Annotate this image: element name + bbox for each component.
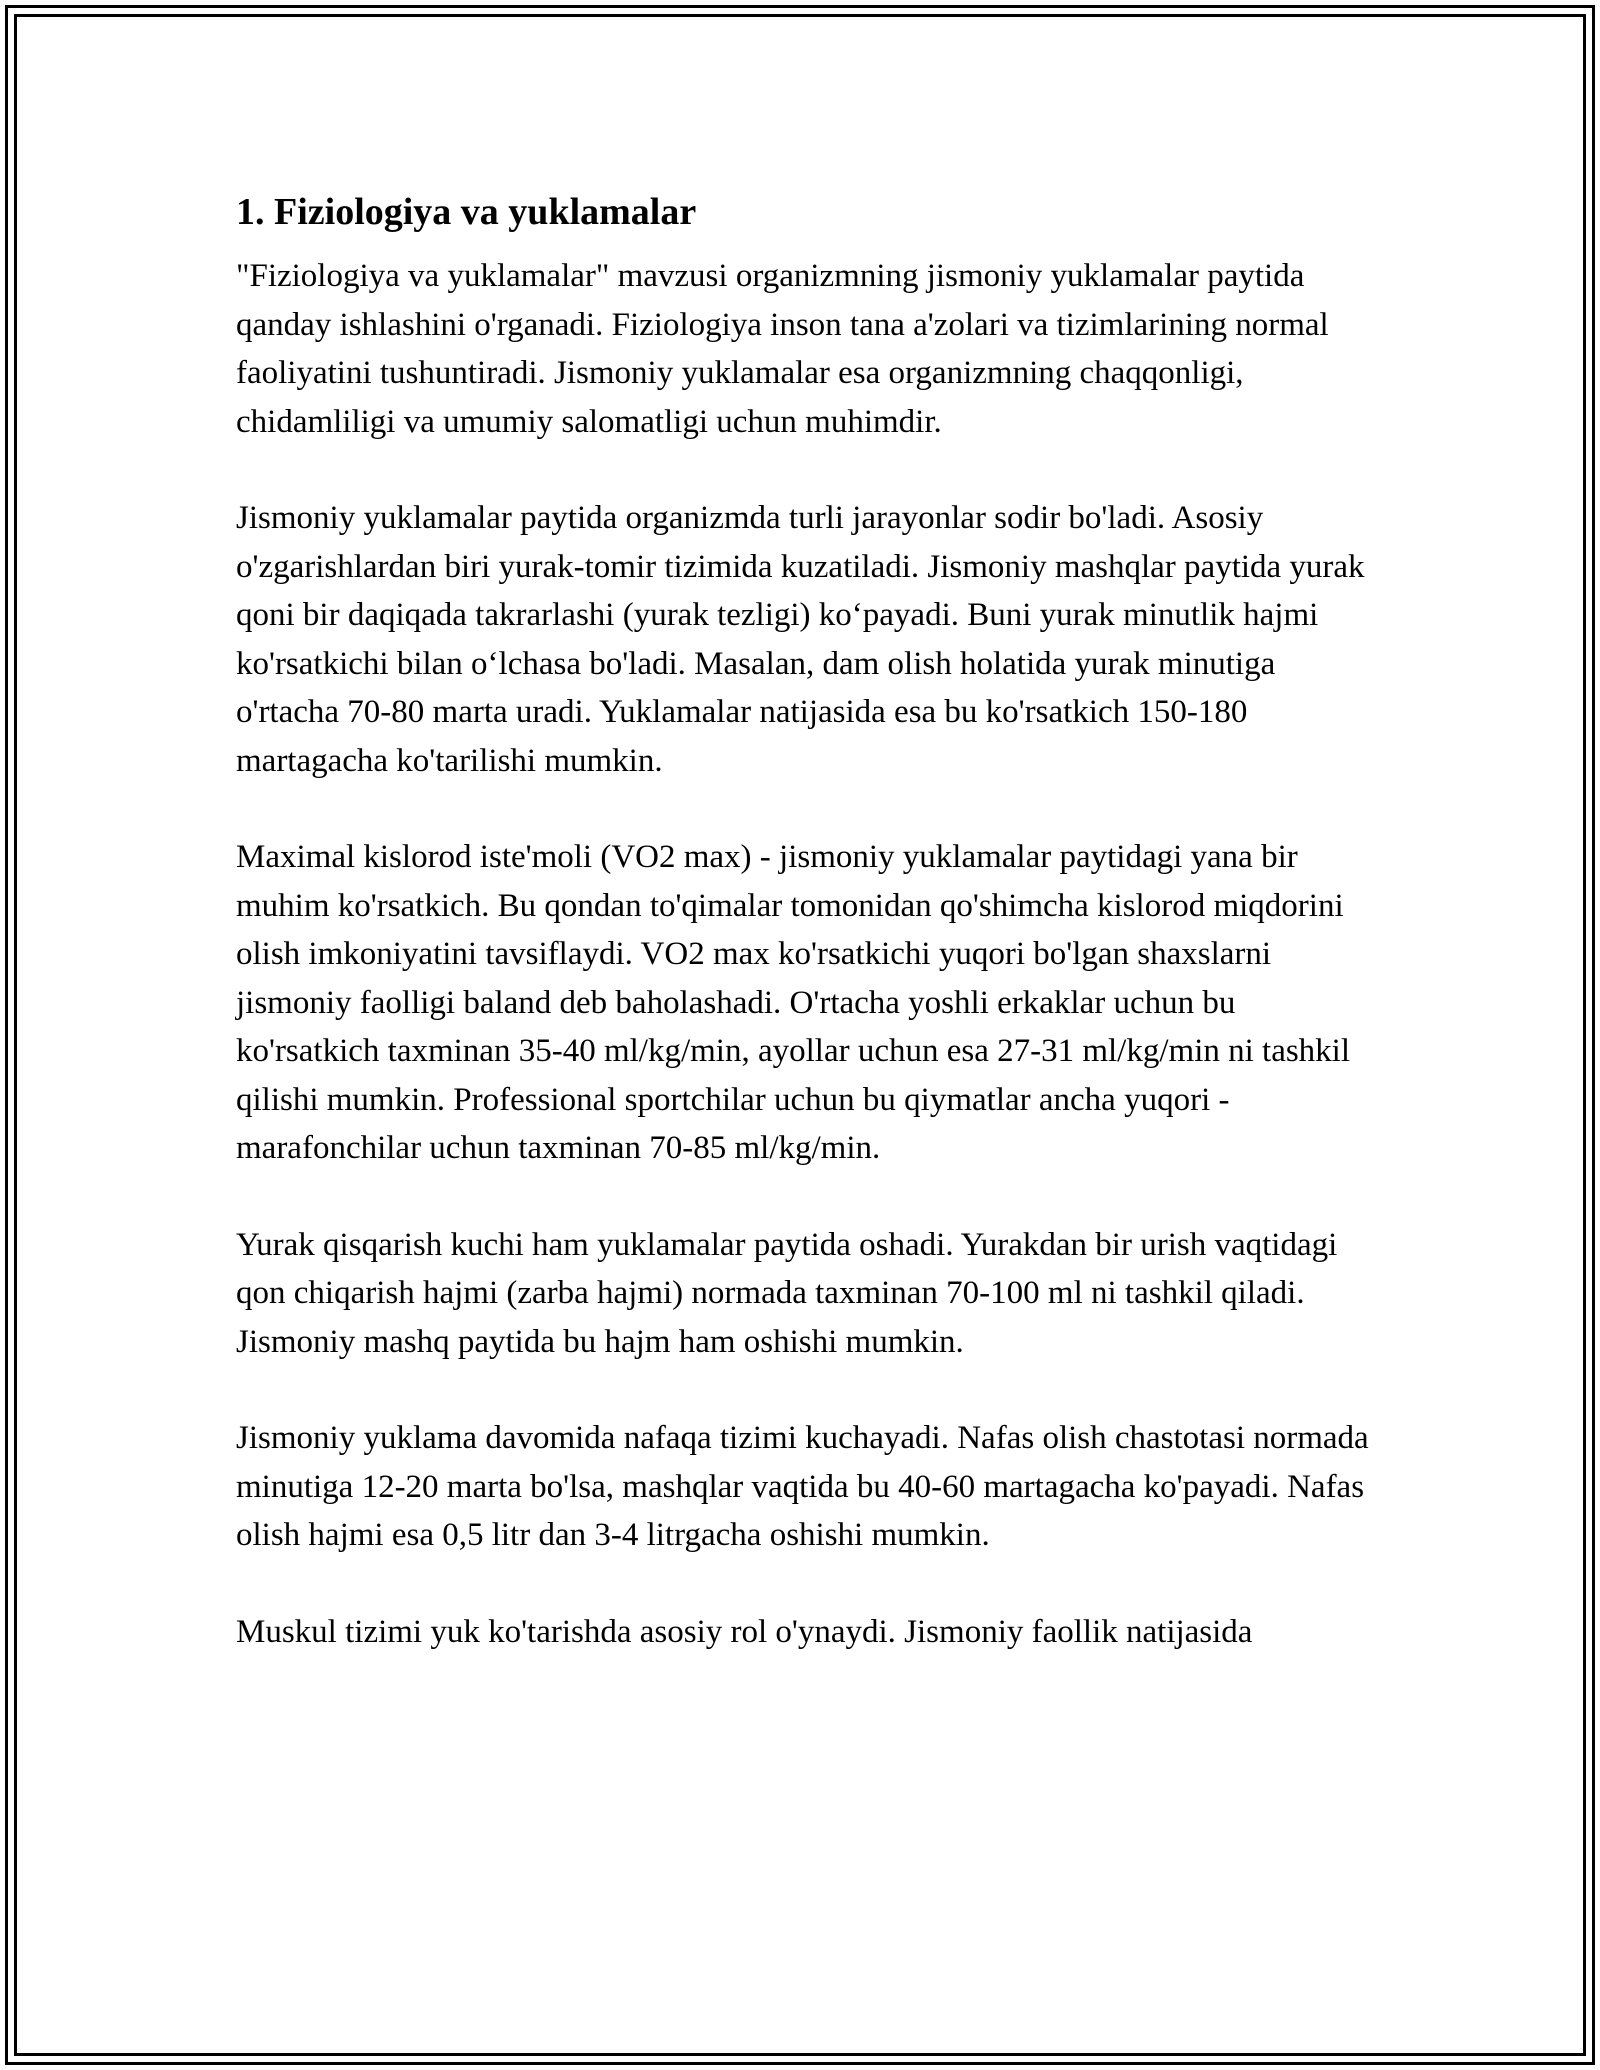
paragraph-stroke-volume: Yurak qisqarish kuchi ham yuklamalar paytida oshadi. Yurakdan bir urish vaqtidagi qon chiqarish hajmi (zarba hajmi) normada taxminan 70-100 ml ni tashkil qiladi. Jismoniy mashq paytida bu hajm ham oshishi mumkin. (236, 1226, 1338, 1360)
paragraph-heart-rate: Jismoniy yuklamalar paytida organizmda turli jarayonlar sodir bo'ladi. Asosiy o'zgarishlardan biri yurak-tomir tizimida kuzatiladi. Jismoniy mashqlar paytida yurak qoni bir daqiqada takrarlashi (yurak tezligi) ko‘payadi. Buni yurak minutlik hajmi ko'rsatkichi bilan o‘lchasa bo'ladi. Masalan, dam olish holatida yurak minutiga o'rtacha 70-80 marta uradi. Yuklamalar natijasida esa bu ko'rsatkich 150-180 martagacha ko'tarilishi mumkin. (236, 500, 1365, 779)
paragraph-respiration: Jismoniy yuklama davomida nafaqa tizimi kuchayadi. Nafas olish chastotasi normada minutiga 12-20 marta bo'lsa, mashqlar vaqtida bu 40-60 martagacha ko'payadi. Nafas olish hajmi esa 0,5 litr dan 3-4 litrgacha oshishi mumkin. (236, 1420, 1369, 1553)
section-heading: 1. Fiziologiya va yuklamalar (236, 191, 697, 233)
paragraph-vo2max: Maximal kislorod iste'moli (VO2 max) - jismoniy yuklamalar paytidagi yana bir muhim ko'rsatkich. Bu qondan to'qimalar tomonidan qo'shimcha kislorod miqdorini olish imkoniyatini tavsiflaydi. VO2 max ko'rsatkichi yuqori bo'lgan shaxslarni jismoniy faolligi baland deb baholashadi. O'rtacha yoshli erkaklar uchun bu ko'rsatkich taxminan 35-40 ml/kg/min, ayollar uchun esa 27-31 ml/kg/min ni tashkil qilishi mumkin. Professional sportchilar uchun bu qiymatlar ancha yuqori - marafonchilar uchun taxminan 70-85 ml/kg/min. (236, 839, 1351, 1166)
paragraph-muscle: Muskul tizimi yuk ko'tarishda asosiy rol o'ynaydi. Jismoniy faollik natijasida (236, 1613, 1253, 1650)
document-body (236, 188, 1376, 1704)
paragraph-intro: "Fiziologiya va yuklamalar" mavzusi organizmning jismoniy yuklamalar paytida qanday ishlashini o'rganadi. Fiziologiya inson tana a'zolari va tizimlarining normal faoliyatini tushuntiradi. Jismoniy yuklamalar esa organizmning chaqqonligi, chidamliligi va umumiy salomatligi uchun muhimdir. (236, 258, 1329, 440)
